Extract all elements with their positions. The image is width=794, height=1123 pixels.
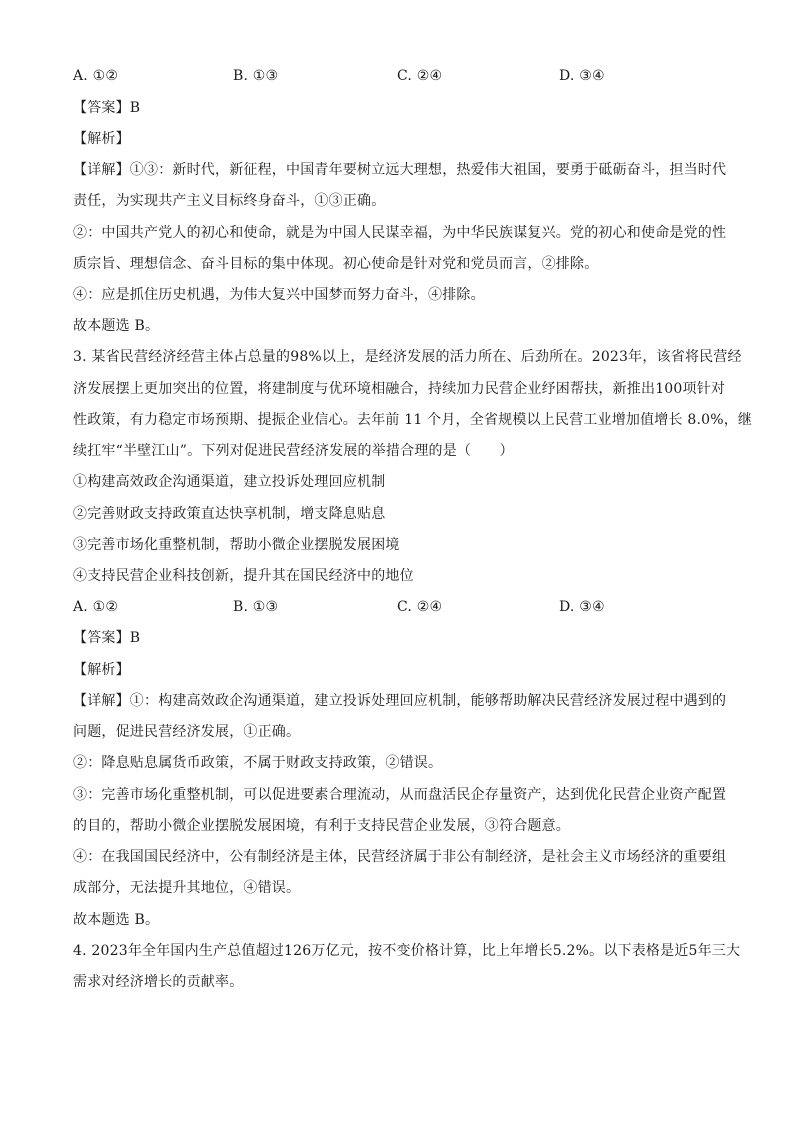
- q3-stem-line: 3. 某省民营经济经营主体占总量的98%以上，是经济发展的活力所在、后劲所在。2023年，该省将民营经: [73, 349, 742, 365]
- q2-option-d: D. ③④: [559, 68, 605, 84]
- q3-detail-line: ②：降息贴息属货币政策，不属于财政支持政策，②错误。: [73, 755, 443, 771]
- q2-analysis-label: 【解析】: [73, 131, 130, 147]
- q3-detail-line: 的目的，帮助小微企业摆脱发展困境，有利于支持民营企业发展，③符合题意。: [73, 818, 570, 834]
- q3-statement-4: ④支持民营企业科技创新，提升其在国民经济中的地位: [73, 568, 414, 584]
- q2-detail-line: 责任，为实现共产主义目标终身奋斗，①③正确。: [73, 193, 386, 209]
- q2-option-b: B. ①③: [233, 68, 279, 84]
- q4-stem-line: 4. 2023年全年国内生产总值超过126万亿元，按不变价格计算，比上年增长5.2%。以下表格是近5年三大: [73, 943, 741, 959]
- q3-option-b: B. ①③: [233, 599, 279, 615]
- q2-detail-line: ②：中国共产党人的初心和使命，就是为中国人民谋幸福，为中华民族谋复兴。党的初心和使命是党的性: [73, 225, 727, 241]
- q3-detail-line: ③：完善市场化重整机制，可以促进要素合理流动，从而盘活民企存量资产，达到优化民营企业资产配置: [73, 787, 727, 803]
- q3-option-d: D. ③④: [559, 599, 605, 615]
- q3-option-a: A. ①②: [73, 599, 119, 615]
- q2-detail-line: 质宗旨、理想信念、奋斗目标的集中体现。初心使命是针对党和党员而言，②排除。: [73, 256, 599, 272]
- q3-statement-1: ①构建高效政企沟通渠道，建立投诉处理回应机制: [73, 474, 386, 490]
- q3-stem-line: 续扛牢“半壁江山”。下列对促进民营经济发展的举措合理的是（ ）: [73, 443, 514, 459]
- q3-detail-line: ④：在我国国民经济中，公有制经济是主体，民营经济属于非公有制经济，是社会主义市场经济的重要组: [73, 849, 727, 865]
- q3-answer: 【答案】B: [73, 630, 141, 646]
- q2-option-a: A. ①②: [73, 68, 119, 84]
- q2-answer: 【答案】B: [73, 100, 141, 116]
- q4-stem-line: 需求对经济增长的贡献率。: [73, 974, 244, 990]
- q3-detail-line: 【详解】①：构建高效政企沟通渠道，建立投诉处理回应机制，能够帮助解决民营经济发展过程中遇到的: [73, 693, 727, 709]
- q2-detail-line: ④：应是抓住历史机遇，为伟大复兴中国梦而努力奋斗，④排除。: [73, 287, 485, 303]
- q3-statement-3: ③完善市场化重整机制，帮助小微企业摆脱发展困境: [73, 537, 400, 553]
- q3-detail-line: 成部分，无法提升其地位，④错误。: [73, 880, 301, 896]
- q3-stem-line: 济发展摆上更加突出的位置，将建制度与优环境相融合，持续加力民营企业纾困帮扶，新推出100项针对: [73, 381, 726, 397]
- q3-option-c: C. ②④: [397, 599, 443, 615]
- q2-option-c: C. ②④: [397, 68, 443, 84]
- q3-conclusion: 故本题选 B。: [73, 912, 160, 928]
- q3-detail-line: 问题，促进民营经济发展，①正确。: [73, 724, 301, 740]
- q2-conclusion: 故本题选 B。: [73, 318, 160, 334]
- q3-statement-2: ②完善财政支持政策直达快享机制，增支降息贴息: [73, 506, 386, 522]
- q3-stem-line: 性政策，有力稳定市场预期、提振企业信心。去年前 11 个月，全省规模以上民营工业增加值增长 8.0%，继: [73, 412, 753, 428]
- q3-analysis-label: 【解析】: [73, 662, 130, 678]
- q2-detail-line: 【详解】①③：新时代，新征程，中国青年要树立远大理想，热爱伟大祖国，要勇于砥砺奋斗，担当时代: [73, 162, 727, 178]
